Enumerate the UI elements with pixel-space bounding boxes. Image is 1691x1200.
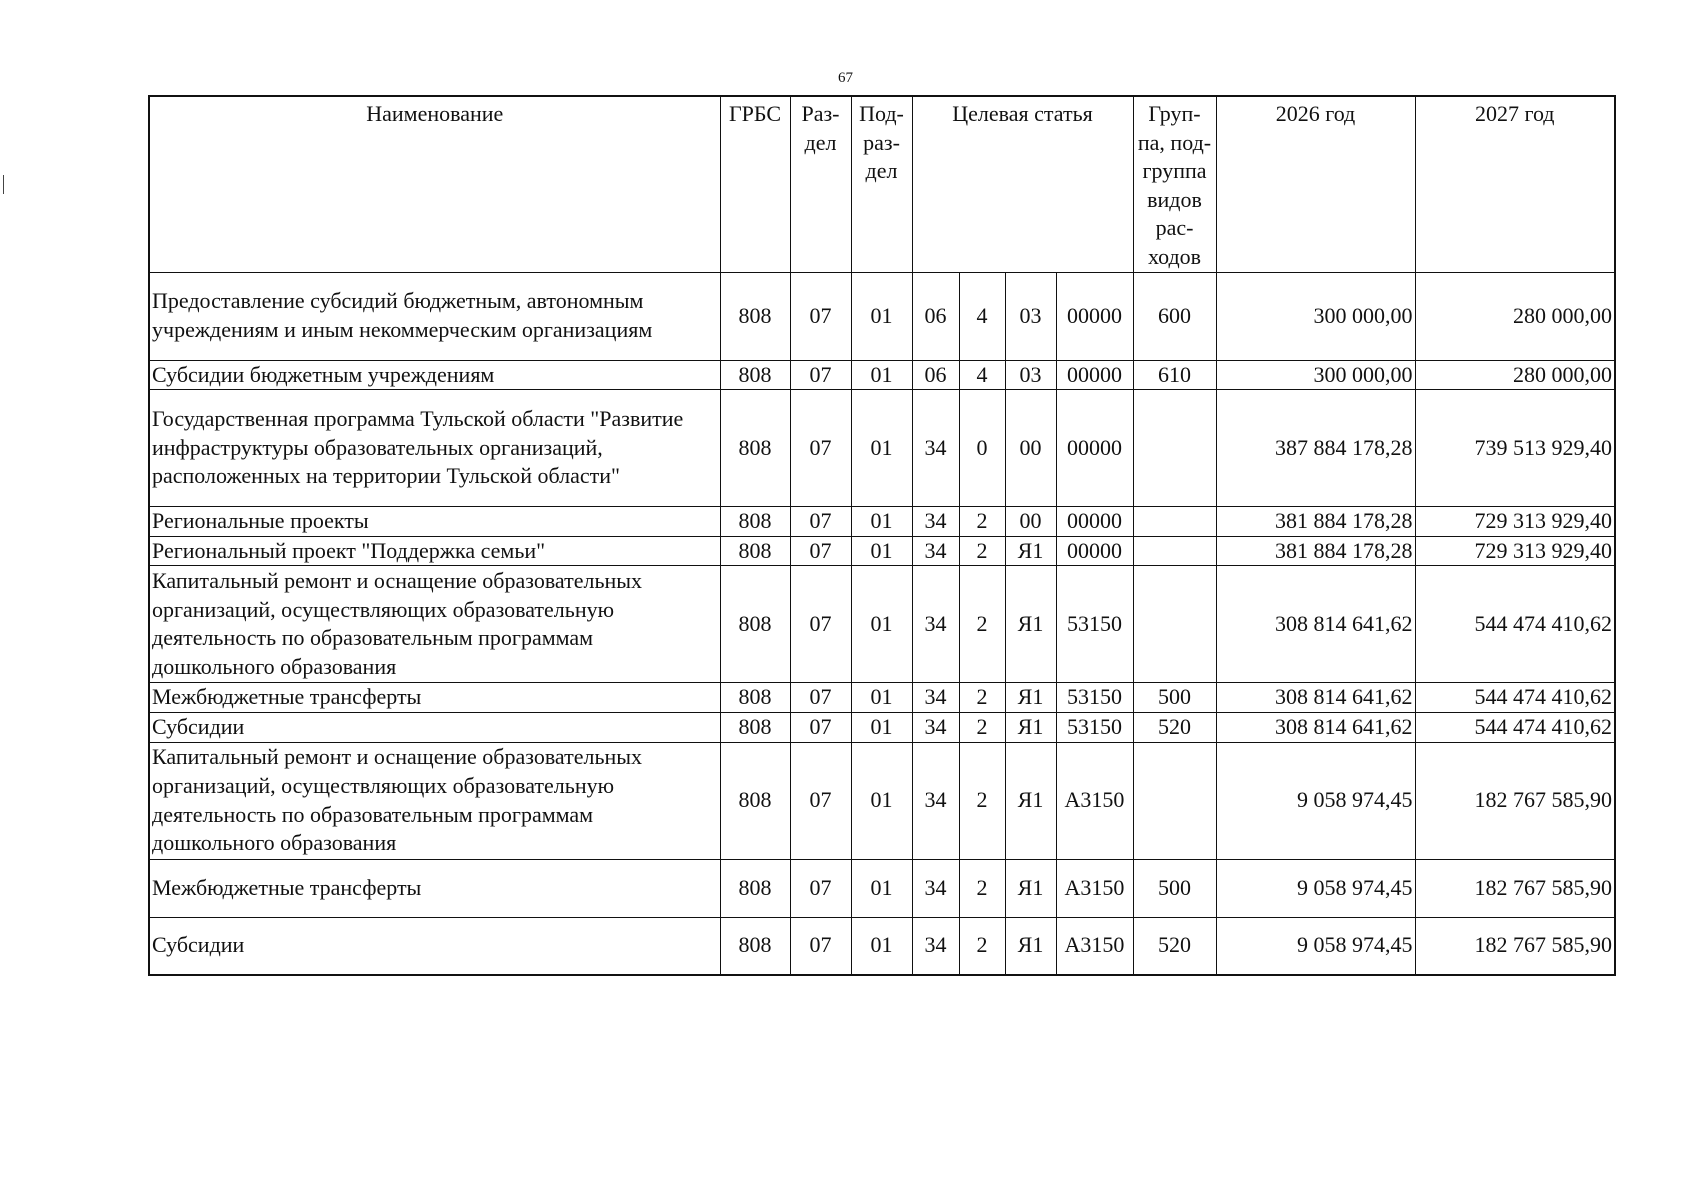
row-amount-2027: 544 474 410,62 <box>1415 566 1615 683</box>
row-razdel: 07 <box>790 917 851 975</box>
row-podrazdel: 01 <box>851 712 912 742</box>
row-amount-2027: 182 767 585,90 <box>1415 742 1615 859</box>
row-name: Региональный проект "Поддержка семьи" <box>149 536 720 566</box>
header-name: Наименование <box>149 96 720 272</box>
row-podrazdel: 01 <box>851 272 912 360</box>
row-vid-rashodov <box>1133 507 1216 537</box>
row-vid-rashodov <box>1133 566 1216 683</box>
row-cs-direction: А3150 <box>1056 742 1133 859</box>
table-row <box>149 712 1615 742</box>
row-cs-direction: 53150 <box>1056 566 1133 683</box>
row-cs-type: 2 <box>959 507 1005 537</box>
row-cs-type: 4 <box>959 272 1005 360</box>
row-amount-2026: 300 000,00 <box>1216 272 1415 360</box>
row-amount-2027: 729 313 929,40 <box>1415 507 1615 537</box>
row-amount-2026: 9 058 974,45 <box>1216 859 1415 917</box>
page-number: 67 <box>838 70 853 86</box>
row-grbs: 808 <box>720 712 790 742</box>
row-razdel: 07 <box>790 390 851 507</box>
row-amount-2026: 381 884 178,28 <box>1216 507 1415 537</box>
row-cs-event: Я1 <box>1005 683 1056 713</box>
row-grbs: 808 <box>720 536 790 566</box>
row-cs-program: 34 <box>912 683 959 713</box>
row-cs-direction: 00000 <box>1056 536 1133 566</box>
row-vid-rashodov <box>1133 536 1216 566</box>
row-cs-type: 2 <box>959 917 1005 975</box>
row-grbs: 808 <box>720 917 790 975</box>
row-podrazdel: 01 <box>851 536 912 566</box>
row-amount-2027: 182 767 585,90 <box>1415 859 1615 917</box>
row-cs-program: 34 <box>912 742 959 859</box>
row-grbs: 808 <box>720 360 790 390</box>
row-cs-program: 06 <box>912 360 959 390</box>
row-cs-event: 03 <box>1005 360 1056 390</box>
header-podrazdel: Под- раз- дел <box>851 96 912 272</box>
row-amount-2027: 729 313 929,40 <box>1415 536 1615 566</box>
row-cs-event: Я1 <box>1005 917 1056 975</box>
row-cs-type: 2 <box>959 712 1005 742</box>
row-name: Региональные проекты <box>149 507 720 537</box>
row-amount-2026: 381 884 178,28 <box>1216 536 1415 566</box>
row-vid-rashodov <box>1133 390 1216 507</box>
row-cs-program: 34 <box>912 507 959 537</box>
row-razdel: 07 <box>790 272 851 360</box>
row-cs-program: 34 <box>912 917 959 975</box>
row-cs-type: 4 <box>959 360 1005 390</box>
row-amount-2027: 544 474 410,62 <box>1415 712 1615 742</box>
row-vid-rashodov: 520 <box>1133 917 1216 975</box>
row-cs-direction: 53150 <box>1056 712 1133 742</box>
row-podrazdel: 01 <box>851 566 912 683</box>
row-cs-event: Я1 <box>1005 859 1056 917</box>
row-amount-2026: 9 058 974,45 <box>1216 917 1415 975</box>
table-row <box>149 390 1615 507</box>
row-cs-direction: 00000 <box>1056 390 1133 507</box>
row-cs-event: 03 <box>1005 272 1056 360</box>
row-cs-event: 00 <box>1005 507 1056 537</box>
row-cs-type: 0 <box>959 390 1005 507</box>
row-cs-direction: А3150 <box>1056 917 1133 975</box>
row-razdel: 07 <box>790 712 851 742</box>
row-amount-2026: 308 814 641,62 <box>1216 566 1415 683</box>
row-amount-2027: 280 000,00 <box>1415 360 1615 390</box>
row-name: Субсидии бюджетным учреждениям <box>149 360 720 390</box>
row-razdel: 07 <box>790 360 851 390</box>
row-grbs: 808 <box>720 683 790 713</box>
row-amount-2026: 300 000,00 <box>1216 360 1415 390</box>
header-2027: 2027 год <box>1415 96 1615 272</box>
row-razdel: 07 <box>790 566 851 683</box>
row-podrazdel: 01 <box>851 742 912 859</box>
row-name: Межбюджетные трансферты <box>149 859 720 917</box>
row-podrazdel: 01 <box>851 360 912 390</box>
header-2026: 2026 год <box>1216 96 1415 272</box>
row-amount-2026: 387 884 178,28 <box>1216 390 1415 507</box>
row-amount-2026: 308 814 641,62 <box>1216 712 1415 742</box>
row-name: Капитальный ремонт и оснащение образовательных организаций, осуществляющих образовательную деятельность по образовательным программам дошкольного образования <box>149 566 720 683</box>
row-cs-type: 2 <box>959 683 1005 713</box>
row-cs-type: 2 <box>959 536 1005 566</box>
margin-mark <box>3 175 4 194</box>
row-grbs: 808 <box>720 742 790 859</box>
row-cs-event: Я1 <box>1005 566 1056 683</box>
table-row <box>149 566 1615 683</box>
row-cs-direction: 00000 <box>1056 507 1133 537</box>
row-cs-program: 34 <box>912 390 959 507</box>
row-grbs: 808 <box>720 566 790 683</box>
row-grbs: 808 <box>720 507 790 537</box>
row-grbs: 808 <box>720 859 790 917</box>
row-amount-2026: 308 814 641,62 <box>1216 683 1415 713</box>
table-row <box>149 917 1615 975</box>
row-amount-2026: 9 058 974,45 <box>1216 742 1415 859</box>
row-razdel: 07 <box>790 859 851 917</box>
row-grbs: 808 <box>720 390 790 507</box>
table-row <box>149 742 1615 859</box>
row-grbs: 808 <box>720 272 790 360</box>
row-cs-direction: 53150 <box>1056 683 1133 713</box>
row-name: Государственная программа Тульской области "Развитие инфраструктуры образовательных организаций, расположенных на территории Тульской области" <box>149 390 720 507</box>
row-razdel: 07 <box>790 507 851 537</box>
row-vid-rashodov: 600 <box>1133 272 1216 360</box>
row-vid-rashodov <box>1133 742 1216 859</box>
row-vid-rashodov: 520 <box>1133 712 1216 742</box>
row-name: Предоставление субсидий бюджетным, автономным учреждениям и иным некоммерческим организациям <box>149 272 720 360</box>
row-name: Субсидии <box>149 917 720 975</box>
row-podrazdel: 01 <box>851 683 912 713</box>
row-amount-2027: 182 767 585,90 <box>1415 917 1615 975</box>
row-cs-program: 34 <box>912 859 959 917</box>
table-row <box>149 536 1615 566</box>
row-cs-event: 00 <box>1005 390 1056 507</box>
row-amount-2027: 544 474 410,62 <box>1415 683 1615 713</box>
row-cs-program: 06 <box>912 272 959 360</box>
row-podrazdel: 01 <box>851 390 912 507</box>
row-cs-type: 2 <box>959 859 1005 917</box>
row-amount-2027: 280 000,00 <box>1415 272 1615 360</box>
header-grbs: ГРБС <box>720 96 790 272</box>
row-razdel: 07 <box>790 683 851 713</box>
row-cs-program: 34 <box>912 536 959 566</box>
row-name: Межбюджетные трансферты <box>149 683 720 713</box>
table-row <box>149 859 1615 917</box>
row-razdel: 07 <box>790 536 851 566</box>
row-name: Капитальный ремонт и оснащение образовательных организаций, осуществляющих образовательную деятельность по образовательным программам дошкольного образования <box>149 742 720 859</box>
row-cs-direction: А3150 <box>1056 859 1133 917</box>
row-cs-program: 34 <box>912 712 959 742</box>
table-row <box>149 507 1615 537</box>
row-cs-type: 2 <box>959 566 1005 683</box>
row-podrazdel: 01 <box>851 507 912 537</box>
row-vid-rashodov: 500 <box>1133 859 1216 917</box>
row-razdel: 07 <box>790 742 851 859</box>
row-amount-2027: 739 513 929,40 <box>1415 390 1615 507</box>
table-row <box>149 683 1615 713</box>
budget-table <box>148 95 1616 976</box>
table-row <box>149 272 1615 360</box>
row-name: Субсидии <box>149 712 720 742</box>
row-cs-event: Я1 <box>1005 536 1056 566</box>
row-cs-event: Я1 <box>1005 712 1056 742</box>
row-podrazdel: 01 <box>851 917 912 975</box>
header-celevaya-statya: Целевая статья <box>912 96 1133 272</box>
row-vid-rashodov: 610 <box>1133 360 1216 390</box>
row-cs-type: 2 <box>959 742 1005 859</box>
row-cs-program: 34 <box>912 566 959 683</box>
row-podrazdel: 01 <box>851 859 912 917</box>
row-vid-rashodov: 500 <box>1133 683 1216 713</box>
row-cs-direction: 00000 <box>1056 272 1133 360</box>
header-razdel: Раз- дел <box>790 96 851 272</box>
header-row <box>149 96 1615 272</box>
row-cs-direction: 00000 <box>1056 360 1133 390</box>
row-cs-event: Я1 <box>1005 742 1056 859</box>
header-gruppa-vidov-rashodov: Груп- па, под- группа видов рас- ходов <box>1133 96 1216 272</box>
table-row <box>149 360 1615 390</box>
